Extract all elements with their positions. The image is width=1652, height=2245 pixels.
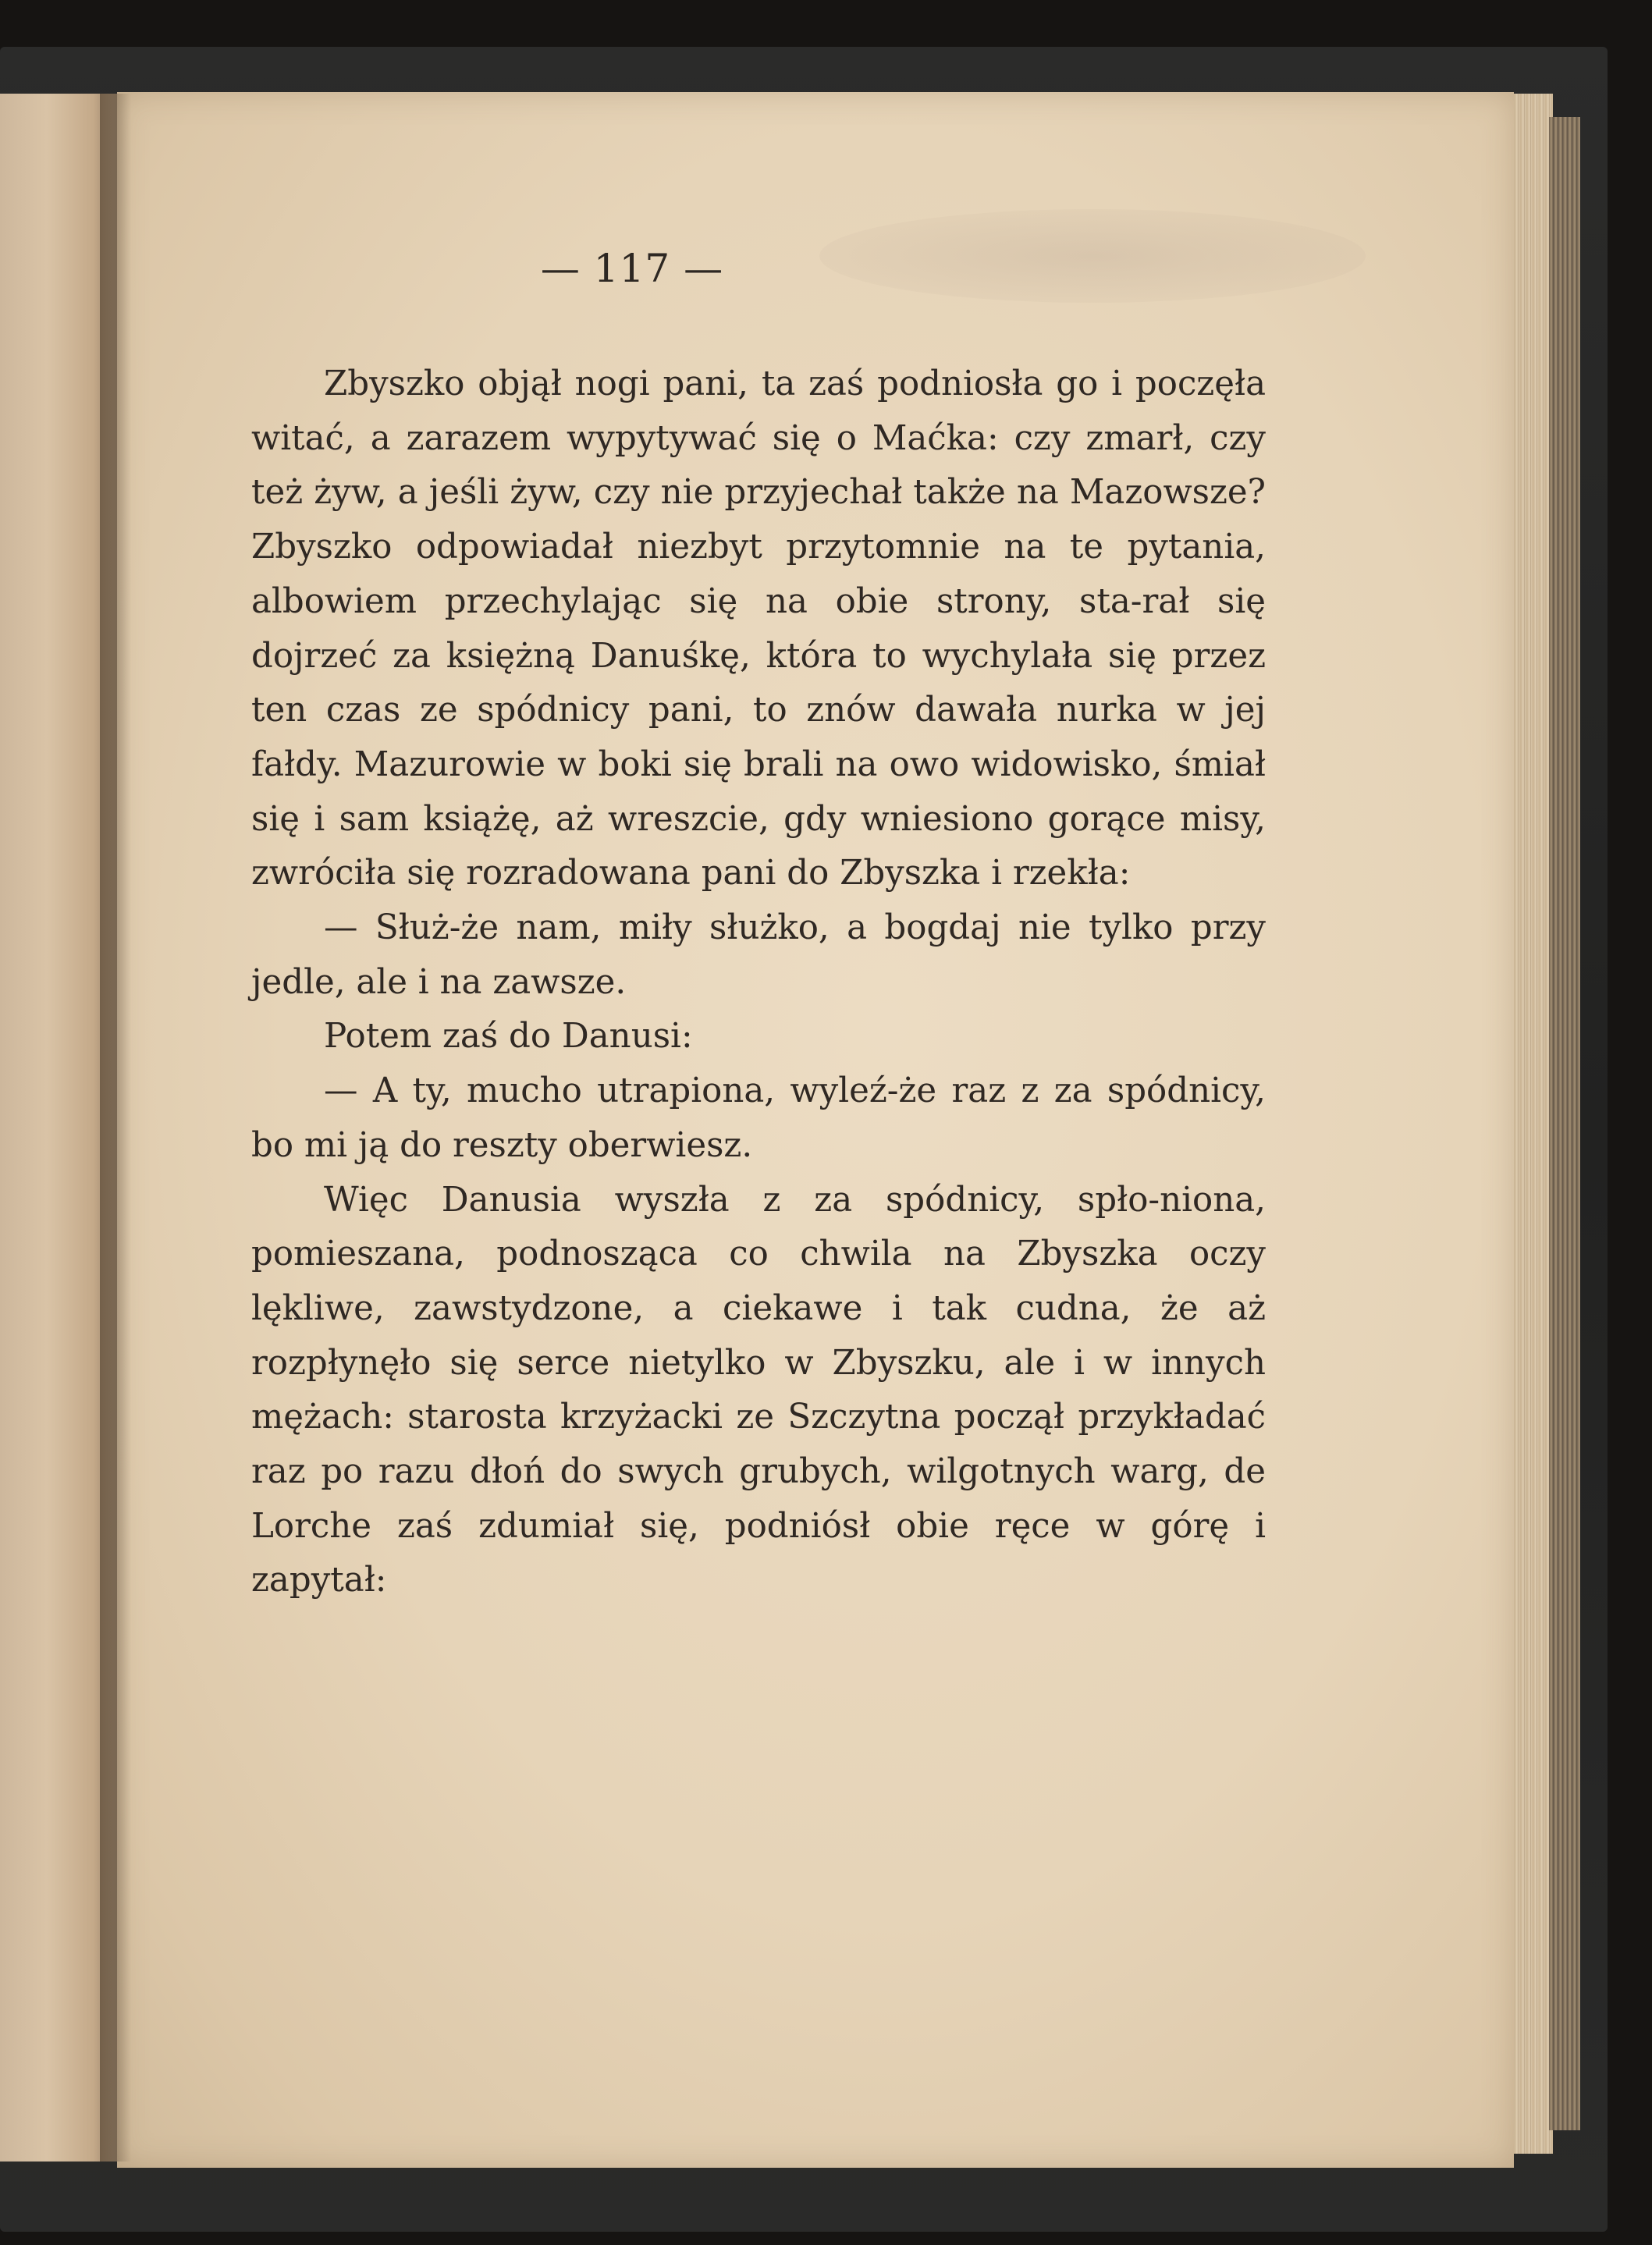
gutter-shadow [100,94,131,2162]
paragraph: — Służ-że nam, miły służko, a bogdaj nie tylko przy jedle, ale i na zawsze. [251,908,1266,1002]
page-edges-shadow [1549,117,1580,2130]
paragraph: Więc Danusia wyszła z za spódnicy, spło-niona, pomieszana, podnosząca co chwila na Zbyszka oczy lękliwe, zawstydzone, a ciekawe i tak cudna, że aż rozpłynęło się serce nietylko w Zbyszku, ale i w innych mężach: starosta krzyżacki ze Szczytna począł przykładać raz po razu dłoń do swych grubych, wilgotnych warg, de Lorche zaś zdumiał się, podniósł obie ręce w górę i zapytał: [251,1180,1266,1600]
page-text [251,357,1266,1608]
paragraph: — A ty, mucho utrapiona, wyleź-że raz z za spódnicy, bo mi ją do reszty oberwiesz. [251,1071,1266,1165]
paragraph: Zbyszko objął nogi pani, ta zaś podniosła go i poczęła witać, a zarazem wypytywać się o Maćka: czy zmarł, czy też żyw, a jeśli żyw, czy nie przyjechał także na Mazowsze? Zbyszko odpowiadał niezbyt przytomnie na te pytania, albowiem przechylając się na obie strony, sta-rał się dojrzeć za księżną Danuśkę, która to wychylała się przez ten czas ze spódnicy pani, to znów dawała nurka w jej fałdy. Mazurowie w boki się brali na owo widowisko, śmiał się i sam książę, aż wreszcie, gdy wniesiono gorące misy, zwróciła się rozradowana pani do Zbyszka i rzekła: [251,364,1266,893]
paragraph: Potem zaś do Danusi: [324,1017,693,1057]
page-number: — 117 — [540,246,724,291]
